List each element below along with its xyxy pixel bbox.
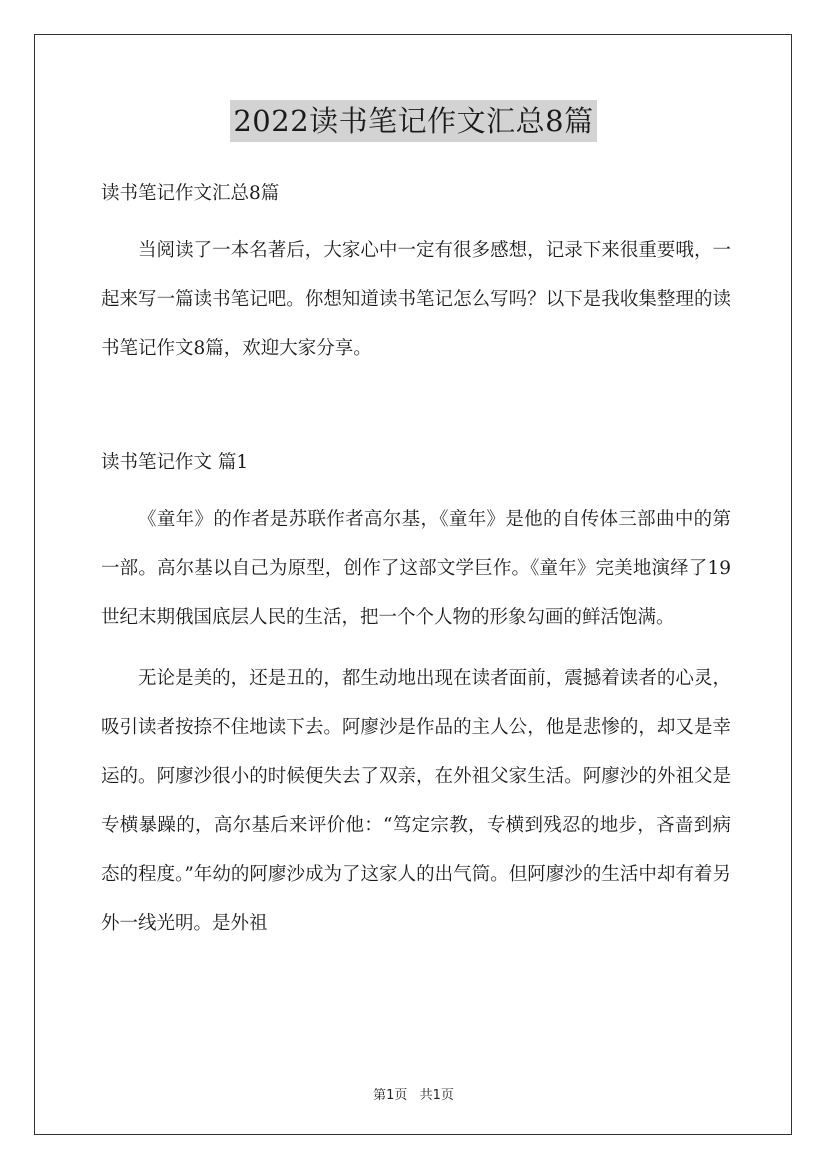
- body-paragraph-1: 《童年》的作者是苏联作者高尔基，《童年》是他的自传体三部曲中的第一部。高尔基以自己为原型，创作了这部文学巨作。《童年》完美地演绎了19世纪末期俄国底层人民的生活，把一个个人物的形象勾画的鲜活饱满。: [101, 509, 731, 628]
- title-container: [0, 100, 827, 142]
- page-number-total: 共1页: [419, 1088, 454, 1103]
- document-title: 2022读书笔记作文汇总8篇: [230, 100, 596, 142]
- body-paragraph-2: 无论是美的，还是丑的，都生动地出现在读者面前，震撼着读者的心灵，吸引读者按捺不住地读下去。阿廖沙是作品的主人公，他是悲惨的，却又是幸运的。阿廖沙很小的时候便失去了双亲，在外祖父家生活。阿廖沙的外祖父是专横暴躁的，高尔基后来评价他：“笃定宗教，专横到残忍的地步，吝啬到病态的程度。”年幼的阿廖沙成为了这家人的出气筒。但阿廖沙的生活中却有着另外一线光明。是外祖: [101, 668, 731, 934]
- page-footer: [0, 1084, 827, 1103]
- intro-paragraph: 当阅读了一本名著后，大家心中一定有很多感想，记录下来很重要哦，一起来写一篇读书笔记吧。你想知道读书笔记怎么写吗？以下是我收集整理的读书笔记作文8篇，欢迎大家分享。: [101, 240, 731, 359]
- document-subtitle: 读书笔记作文汇总8篇: [101, 183, 280, 204]
- document-body: [101, 172, 731, 948]
- section-heading: 读书笔记作文 篇1: [101, 452, 249, 473]
- page-number-current: 第1页: [373, 1088, 408, 1103]
